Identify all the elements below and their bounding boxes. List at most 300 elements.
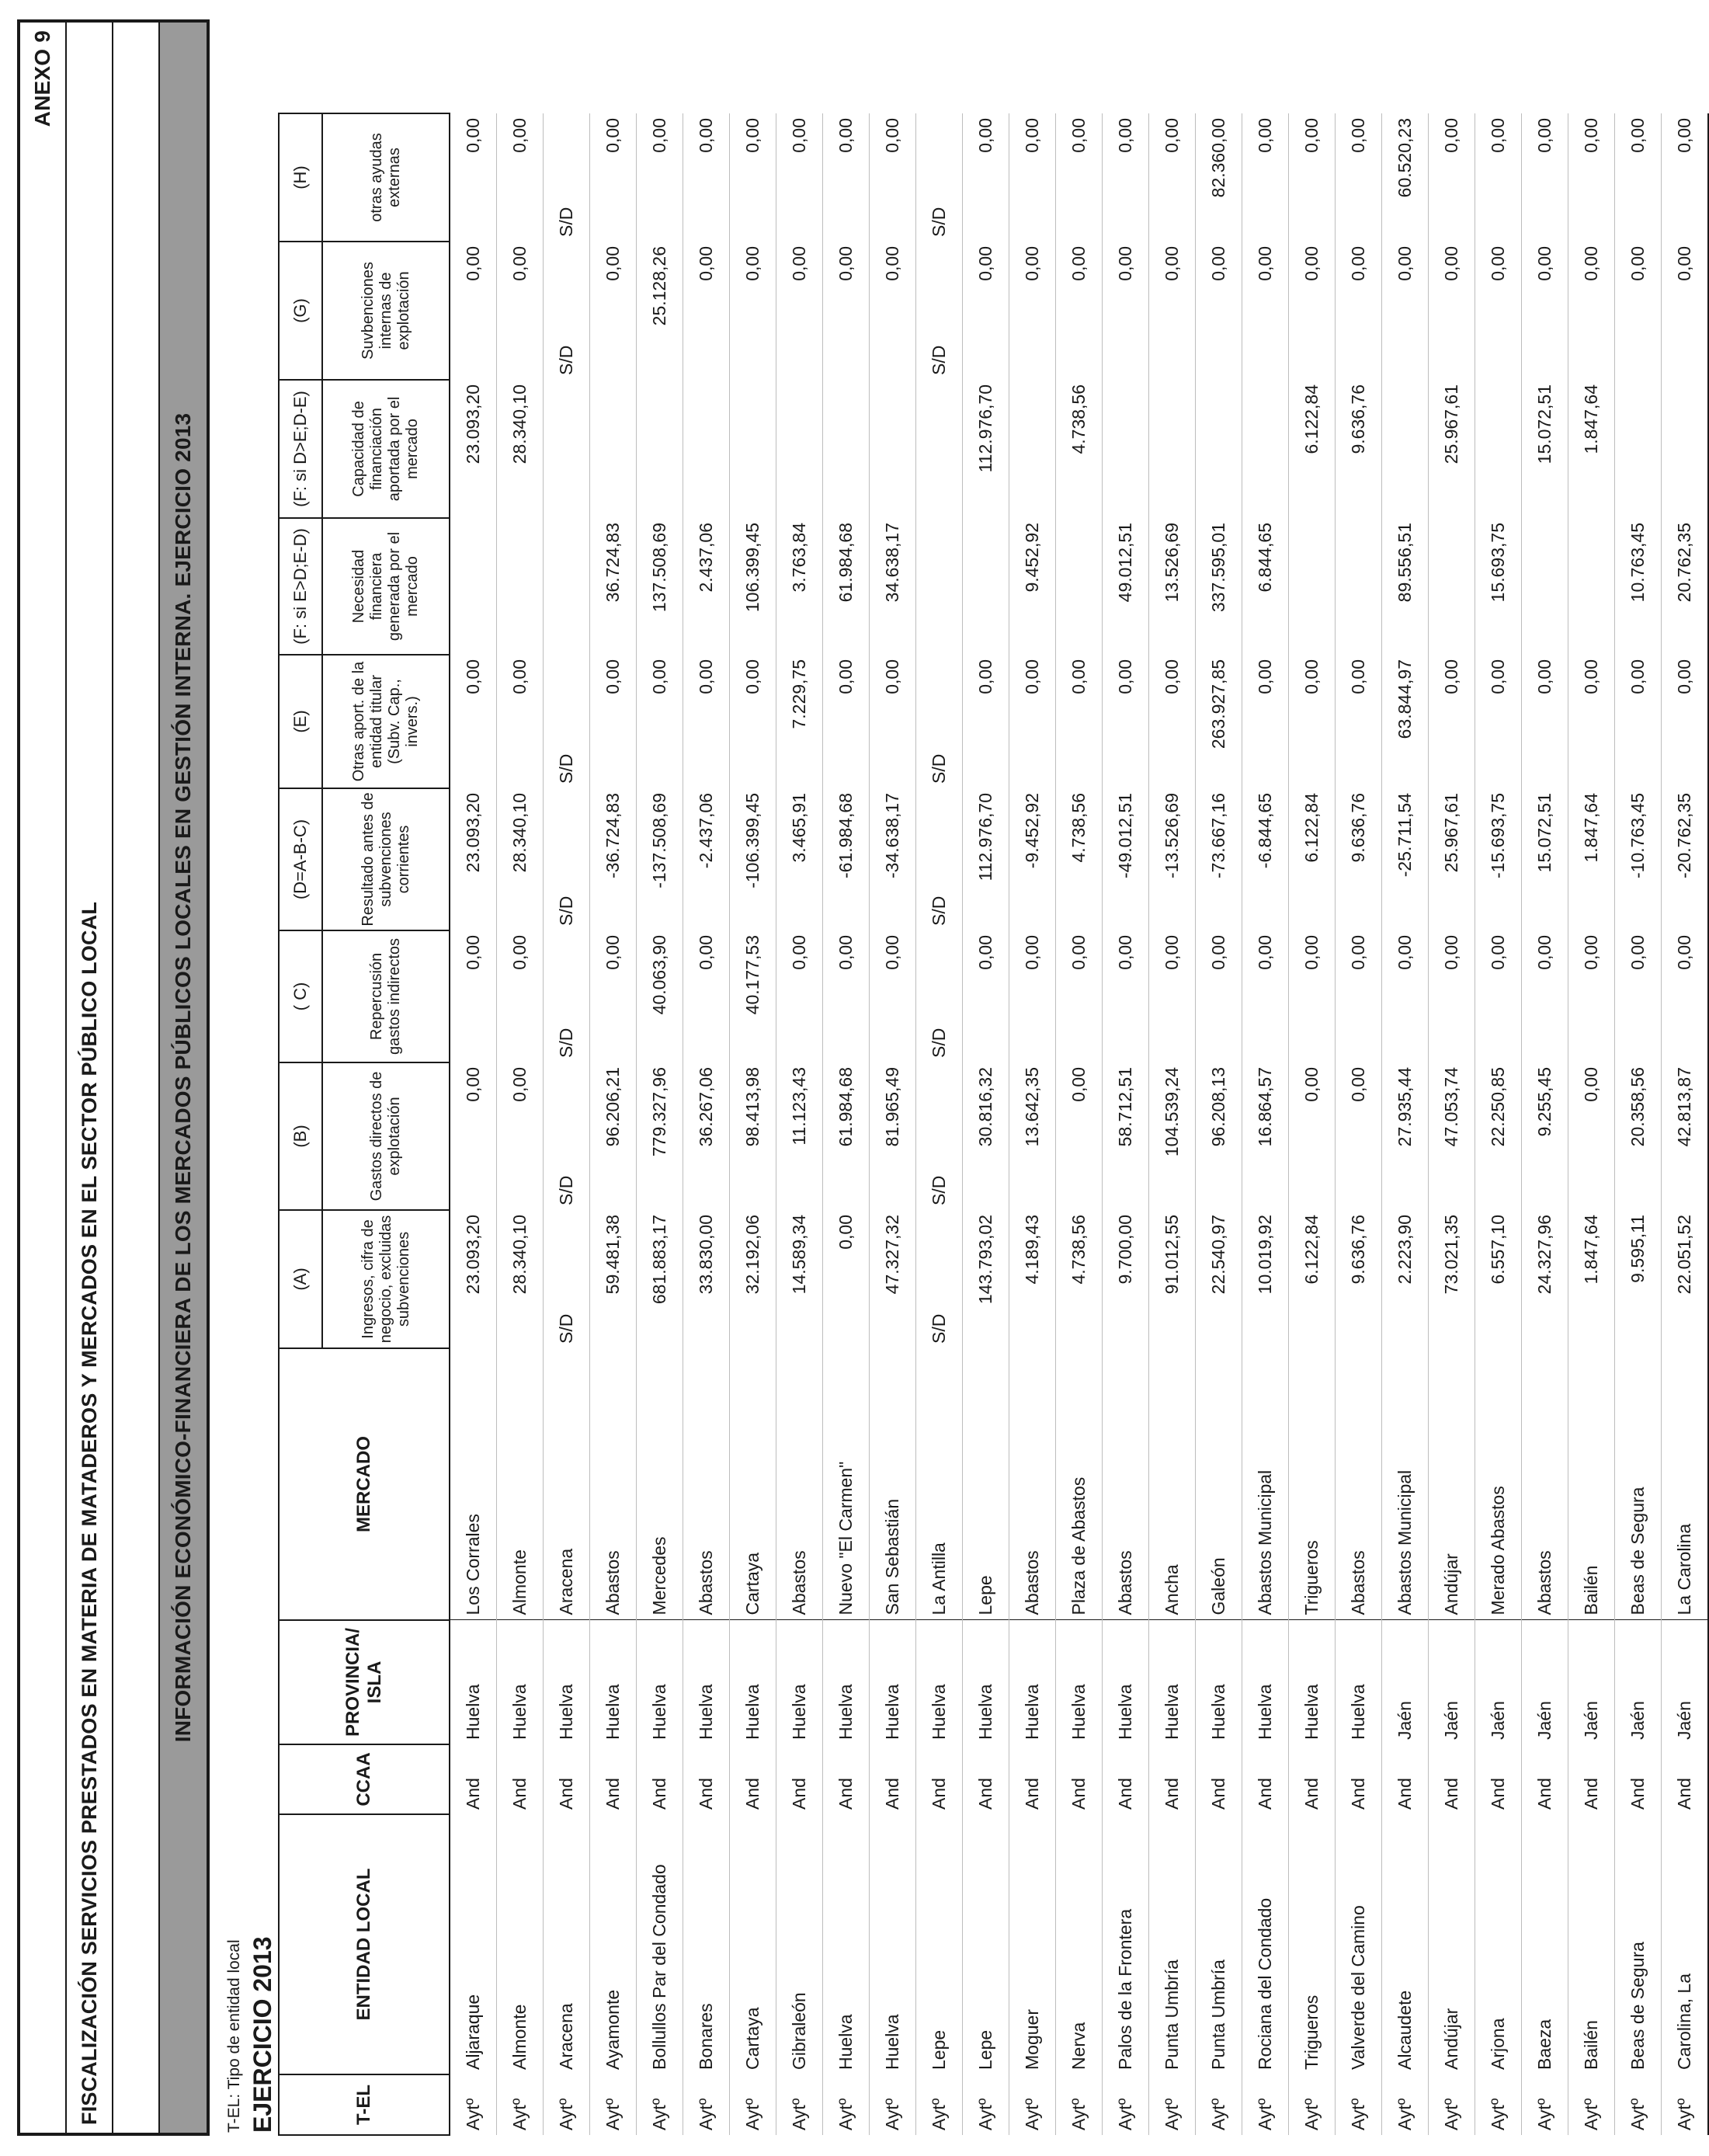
cell-c: 0,00 [1103,930,1149,1062]
col-h-letter: (H) [279,113,322,242]
cell-g: S/D [916,242,963,380]
cell-mercado: Lepe [963,1348,1009,1620]
cell-c: 0,00 [776,930,823,1062]
cell-f1 [916,518,963,655]
cell-f2 [1103,380,1149,518]
cell-g: 0,00 [963,242,1009,380]
cell-f2: 112.976,70 [963,380,1009,518]
cell-mercado: Abastos [776,1348,823,1620]
cell-h: 0,00 [637,113,683,242]
cell-tel: Aytº [916,2074,963,2135]
cell-a: 24.327,96 [1522,1210,1568,1348]
cell-d: -73.667,16 [1196,788,1242,930]
cell-f2: 1.847,64 [1568,380,1615,518]
cell-f2 [1475,380,1522,518]
cell-f1: 36.724,83 [590,518,637,655]
cell-mercado: Nuevo "El Carmen" [823,1348,870,1620]
cell-f2 [823,380,870,518]
cell-entidad: Punta Umbría [1196,1814,1242,2074]
cell-b: 779.327,96 [637,1062,683,1210]
cell-f1: 61.984,68 [823,518,870,655]
cell-f2: 9.636,76 [1336,380,1382,518]
cell-h: 0,00 [963,113,1009,242]
table-row [776,113,823,2135]
cell-entidad: Cartaya [730,1814,776,2074]
cell-g: 0,00 [683,242,730,380]
cell-d: -15.693,75 [1475,788,1522,930]
cell-provincia: Huelva [450,1620,497,1744]
cell-h: 0,00 [1662,113,1709,242]
cell-e: 0,00 [497,655,544,788]
cell-h: 0,00 [730,113,776,242]
cell-h: 0,00 [1475,113,1522,242]
cell-e: 0,00 [590,655,637,788]
cell-entidad: Almonte [497,1814,544,2074]
cell-h: 0,00 [1103,113,1149,242]
cell-f1 [1056,518,1103,655]
cell-ccaa: And [1568,1744,1615,1814]
cell-b: 98.413,98 [730,1062,776,1210]
cell-g: 0,00 [1615,242,1662,380]
table-row [1289,113,1336,2135]
cell-ccaa: And [1615,1744,1662,1814]
cell-c: S/D [544,930,590,1062]
cell-provincia: Huelva [683,1620,730,1744]
cell-h: 0,00 [870,113,916,242]
cell-g: 0,00 [823,242,870,380]
cell-e: 0,00 [1568,655,1615,788]
cell-tel: Aytº [683,2074,730,2135]
cell-f1 [450,518,497,655]
table-row [1475,113,1522,2135]
cell-g: 0,00 [1336,242,1382,380]
table-row [1615,113,1662,2135]
cell-d: -49.012,51 [1103,788,1149,930]
cell-provincia: Jaén [1382,1620,1429,1744]
col-g-desc: Suvbenciones internas de explotación [322,242,450,380]
cell-h: 0,00 [1429,113,1475,242]
col-f1-letter: (F: si E>D;E-D) [279,518,322,655]
cell-f2 [544,380,590,518]
cell-d: -2.437,06 [683,788,730,930]
cell-d: -25.711,54 [1382,788,1429,930]
cell-ccaa: And [497,1744,544,1814]
cell-a: 0,00 [823,1210,870,1348]
cell-f1: 3.763,84 [776,518,823,655]
cell-h: 0,00 [823,113,870,242]
cell-c: 0,00 [1056,930,1103,1062]
cell-ccaa: And [730,1744,776,1814]
cell-b: 81.965,49 [870,1062,916,1210]
cell-c: 0,00 [1336,930,1382,1062]
cell-g: 0,00 [1475,242,1522,380]
cell-provincia: Huelva [1056,1620,1103,1744]
cell-provincia: Huelva [637,1620,683,1744]
cell-provincia: Huelva [776,1620,823,1744]
cell-g: 0,00 [1009,242,1056,380]
cell-a: 73.021,35 [1429,1210,1475,1348]
cell-tel: Aytº [870,2074,916,2135]
table-row [870,113,916,2135]
cell-f1 [1522,518,1568,655]
cell-d: -9.452,92 [1009,788,1056,930]
cell-provincia: Jaén [1662,1620,1709,1744]
cell-e: 0,00 [730,655,776,788]
cell-b: 16.864,57 [1242,1062,1289,1210]
table-row [1522,113,1568,2135]
cell-c: 0,00 [1289,930,1336,1062]
table-row [823,113,870,2135]
ejercicio-title: EJERCICIO 2013 [248,1936,276,2133]
cell-e: 0,00 [1009,655,1056,788]
cell-e: 7.229,75 [776,655,823,788]
cell-c: 0,00 [1009,930,1056,1062]
cell-entidad: Lepe [916,1814,963,2074]
cell-entidad: Carolina, La [1662,1814,1709,2074]
cell-provincia: Jaén [1522,1620,1568,1744]
col-f2-letter: (F: si D>E;D-E) [279,380,322,518]
cell-e: 0,00 [1615,655,1662,788]
cell-entidad: Punta Umbría [1149,1814,1196,2074]
cell-h: 82.360,00 [1196,113,1242,242]
cell-e: 0,00 [1242,655,1289,788]
cell-ccaa: And [1103,1744,1149,1814]
cell-f1 [497,518,544,655]
cell-d: 28.340,10 [497,788,544,930]
cell-f2: 25.967,61 [1429,380,1475,518]
cell-g: 0,00 [1289,242,1336,380]
cell-f2 [1382,380,1429,518]
cell-a: 22.051,52 [1662,1210,1709,1348]
cell-a: 33.830,00 [683,1210,730,1348]
cell-f1 [544,518,590,655]
cell-mercado: Andújar [1429,1348,1475,1620]
cell-g: 0,00 [870,242,916,380]
cell-e: 0,00 [1103,655,1149,788]
cell-tel: Aytº [1382,2074,1429,2135]
cell-f2 [1242,380,1289,518]
cell-ccaa: And [544,1744,590,1814]
cell-ccaa: And [963,1744,1009,1814]
cell-g: 0,00 [776,242,823,380]
cell-a: S/D [916,1210,963,1348]
cell-tel: Aytº [450,2074,497,2135]
cell-d: S/D [544,788,590,930]
cell-ccaa: And [1149,1744,1196,1814]
cell-entidad: Rociana del Condado [1242,1814,1289,2074]
table-row [963,113,1009,2135]
cell-b: 42.813,87 [1662,1062,1709,1210]
cell-entidad: Aljaraque [450,1814,497,2074]
cell-d: -13.526,69 [1149,788,1196,930]
cell-g: 0,00 [1429,242,1475,380]
cell-h: 0,00 [683,113,730,242]
cell-mercado: Galeón [1196,1348,1242,1620]
cell-mercado: Abastos [1103,1348,1149,1620]
cell-f2: 15.072,51 [1522,380,1568,518]
cell-e: 0,00 [637,655,683,788]
cell-c: 0,00 [1149,930,1196,1062]
col-e-letter: (E) [279,655,322,788]
cell-b: 0,00 [1568,1062,1615,1210]
cell-e: 0,00 [1475,655,1522,788]
cell-a: 47.327,32 [870,1210,916,1348]
cell-tel: Aytº [590,2074,637,2135]
section-title: INFORMACIÓN ECONÓMICO-FINANCIERA DE LOS MERCADOS PÚBLICOS LOCALES EN GESTIÓN INTERNA. EJERCICIO 2013 [171,412,195,1743]
cell-f2 [683,380,730,518]
cell-mercado: Abastos [1522,1348,1568,1620]
cell-d: 4.738,56 [1056,788,1103,930]
cell-entidad: Beas de Segura [1615,1814,1662,2074]
cell-mercado: Cartaya [730,1348,776,1620]
annex-label: ANEXO 9 [30,30,54,127]
cell-provincia: Huelva [1149,1620,1196,1744]
cell-f2 [1009,380,1056,518]
cell-entidad: Lepe [963,1814,1009,2074]
cell-f1 [1568,518,1615,655]
cell-provincia: Huelva [1336,1620,1382,1744]
section-band [160,23,207,2133]
cell-d: 1.847,64 [1568,788,1615,930]
col-d-desc: Resultado antes de subvenciones corrientes [322,788,450,930]
col-entidad: ENTIDAD LOCAL [279,1814,450,2074]
cell-d: 25.967,61 [1429,788,1475,930]
cell-ccaa: And [1429,1744,1475,1814]
cell-entidad: Baeza [1522,1814,1568,2074]
cell-c: 0,00 [1242,930,1289,1062]
cell-f1: 49.012,51 [1103,518,1149,655]
col-b-desc: Gastos directos de explotación [322,1062,450,1210]
cell-f1: 34.638,17 [870,518,916,655]
cell-g: S/D [544,242,590,380]
table-row [637,113,683,2135]
table-row [683,113,730,2135]
cell-tel: Aytº [1196,2074,1242,2135]
cell-entidad: Moguer [1009,1814,1056,2074]
cell-b: 96.206,21 [590,1062,637,1210]
cell-f1 [1336,518,1382,655]
cell-f1 [963,518,1009,655]
table-row [497,113,544,2135]
cell-mercado: Los Corrales [450,1348,497,1620]
col-a-desc: Ingresos, cifra de negocio, excluidas subvenciones [322,1210,450,1348]
cell-e: 0,00 [1056,655,1103,788]
cell-c: 0,00 [1568,930,1615,1062]
cell-h: 60.520,23 [1382,113,1429,242]
cell-e: 263.927,85 [1196,655,1242,788]
cell-f2: 4.738,56 [1056,380,1103,518]
cell-d: S/D [916,788,963,930]
cell-b: 13.642,35 [1009,1062,1056,1210]
cell-mercado: Almonte [497,1348,544,1620]
cell-mercado: Trigueros [1289,1348,1336,1620]
table-row [544,113,590,2135]
cell-f2 [1615,380,1662,518]
cell-e: 0,00 [1662,655,1709,788]
cell-d: 3.465,91 [776,788,823,930]
cell-entidad: Aracena [544,1814,590,2074]
cell-a: 22.540,97 [1196,1210,1242,1348]
cell-entidad: Bailén [1568,1814,1615,2074]
cell-e: 0,00 [1522,655,1568,788]
col-e-desc: Otras aport. de la entidad titular (Subv. Cap., invers.) [322,655,450,788]
cell-c: 0,00 [1382,930,1429,1062]
cell-b: 104.539,24 [1149,1062,1196,1210]
cell-a: 91.012,55 [1149,1210,1196,1348]
cell-e: 0,00 [963,655,1009,788]
cell-b: 47.053,74 [1429,1062,1475,1210]
cell-ccaa: And [916,1744,963,1814]
cell-tel: Aytº [1103,2074,1149,2135]
cell-entidad: Bollullos Par del Condado [637,1814,683,2074]
cell-d: -36.724,83 [590,788,637,930]
cell-ccaa: And [1009,1744,1056,1814]
cell-d: 6.122,84 [1289,788,1336,930]
table-row [916,113,963,2135]
cell-mercado: Plaza de Abastos [1056,1348,1103,1620]
cell-f2 [1196,380,1242,518]
table-row [1568,113,1615,2135]
cell-f2 [776,380,823,518]
cell-c: 0,00 [590,930,637,1062]
page-content [17,19,1694,2136]
cell-f2 [637,380,683,518]
cell-provincia: Jaén [1429,1620,1475,1744]
cell-tel: Aytº [637,2074,683,2135]
cell-f2: 28.340,10 [497,380,544,518]
col-a-letter: (A) [279,1210,322,1348]
cell-mercado: Abastos [1336,1348,1382,1620]
table-row [450,113,497,2135]
table-row [1196,113,1242,2135]
table-header [279,113,450,2135]
cell-d: 112.976,70 [963,788,1009,930]
cell-b: 61.984,68 [823,1062,870,1210]
cell-provincia: Huelva [497,1620,544,1744]
cell-tel: Aytº [1289,2074,1336,2135]
cell-b: 30.816,32 [963,1062,1009,1210]
cell-f1: 89.556,51 [1382,518,1429,655]
cell-ccaa: And [1522,1744,1568,1814]
cell-f2 [1662,380,1709,518]
cell-tel: Aytº [544,2074,590,2135]
col-h-desc: otras ayudas externas [322,113,450,242]
cell-ccaa: And [1475,1744,1522,1814]
cell-e: 0,00 [870,655,916,788]
cell-ccaa: And [870,1744,916,1814]
cell-e: 0,00 [1336,655,1382,788]
cell-f2 [730,380,776,518]
table-row [1662,113,1709,2135]
cell-mercado: San Sebastián [870,1348,916,1620]
cell-b: 20.358,56 [1615,1062,1662,1210]
cell-f1: 20.762,35 [1662,518,1709,655]
cell-tel: Aytº [1149,2074,1196,2135]
cell-f2 [1149,380,1196,518]
cell-provincia: Huelva [590,1620,637,1744]
cell-mercado: Abastos Municipal [1242,1348,1289,1620]
cell-mercado: Abastos [683,1348,730,1620]
cell-a: 28.340,10 [497,1210,544,1348]
table-body [450,113,1708,2135]
table-row [1429,113,1475,2135]
cell-h: 0,00 [1149,113,1196,242]
cell-g: 0,00 [497,242,544,380]
cell-c: 0,00 [1429,930,1475,1062]
table-row [730,113,776,2135]
cell-d: -6.844,65 [1242,788,1289,930]
cell-provincia: Jaén [1615,1620,1662,1744]
cell-mercado: La Carolina [1662,1348,1709,1620]
cell-provincia: Huelva [1289,1620,1336,1744]
cell-ccaa: And [1196,1744,1242,1814]
cell-b: 0,00 [1289,1062,1336,1210]
cell-tel: Aytº [1009,2074,1056,2135]
cell-ccaa: And [1382,1744,1429,1814]
cell-tel: Aytº [1242,2074,1289,2135]
cell-entidad: Ayamonte [590,1814,637,2074]
col-tel: T-EL [279,2074,450,2135]
table-row [1382,113,1429,2135]
cell-g: 25.128,26 [637,242,683,380]
cell-d: -61.984,68 [823,788,870,930]
cell-g: 0,00 [1382,242,1429,380]
cell-h: 0,00 [1615,113,1662,242]
cell-h: S/D [544,113,590,242]
cell-h: 0,00 [1289,113,1336,242]
cell-provincia: Huelva [823,1620,870,1744]
cell-h: 0,00 [1336,113,1382,242]
cell-mercado: Abastos [590,1348,637,1620]
cell-entidad: Trigueros [1289,1814,1336,2074]
cell-tel: Aytº [1056,2074,1103,2135]
cell-provincia: Huelva [1009,1620,1056,1744]
cell-mercado: Beas de Segura [1615,1348,1662,1620]
cell-a: 4.189,43 [1009,1210,1056,1348]
cell-ccaa: And [1336,1744,1382,1814]
cell-f2 [590,380,637,518]
cell-b: 36.267,06 [683,1062,730,1210]
cell-tel: Aytº [1475,2074,1522,2135]
cell-ccaa: And [823,1744,870,1814]
cell-f1: 10.763,45 [1615,518,1662,655]
cell-d: -34.638,17 [870,788,916,930]
cell-h: 0,00 [776,113,823,242]
cell-tel: Aytº [1522,2074,1568,2135]
col-c-letter: ( C) [279,930,322,1062]
cell-f1: 2.437,06 [683,518,730,655]
col-f2-desc: Capacidad de financiación aportada por el mercado [322,380,450,518]
cell-d: 15.072,51 [1522,788,1568,930]
cell-f1: 15.693,75 [1475,518,1522,655]
cell-ccaa: And [1242,1744,1289,1814]
cell-g: 0,00 [1242,242,1289,380]
cell-g: 0,00 [1103,242,1149,380]
cell-f1: 137.508,69 [637,518,683,655]
cell-tel: Aytº [1429,2074,1475,2135]
cell-a: 681.883,17 [637,1210,683,1348]
cell-a: 6.122,84 [1289,1210,1336,1348]
cell-entidad: Huelva [823,1814,870,2074]
cell-e: 0,00 [1429,655,1475,788]
cell-c: 0,00 [1196,930,1242,1062]
cell-h: 0,00 [1242,113,1289,242]
cell-b: 11.123,43 [776,1062,823,1210]
col-mercado: MERCADO [279,1348,450,1620]
cell-ccaa: And [776,1744,823,1814]
cell-g: 0,00 [1149,242,1196,380]
cell-tel: Aytº [497,2074,544,2135]
